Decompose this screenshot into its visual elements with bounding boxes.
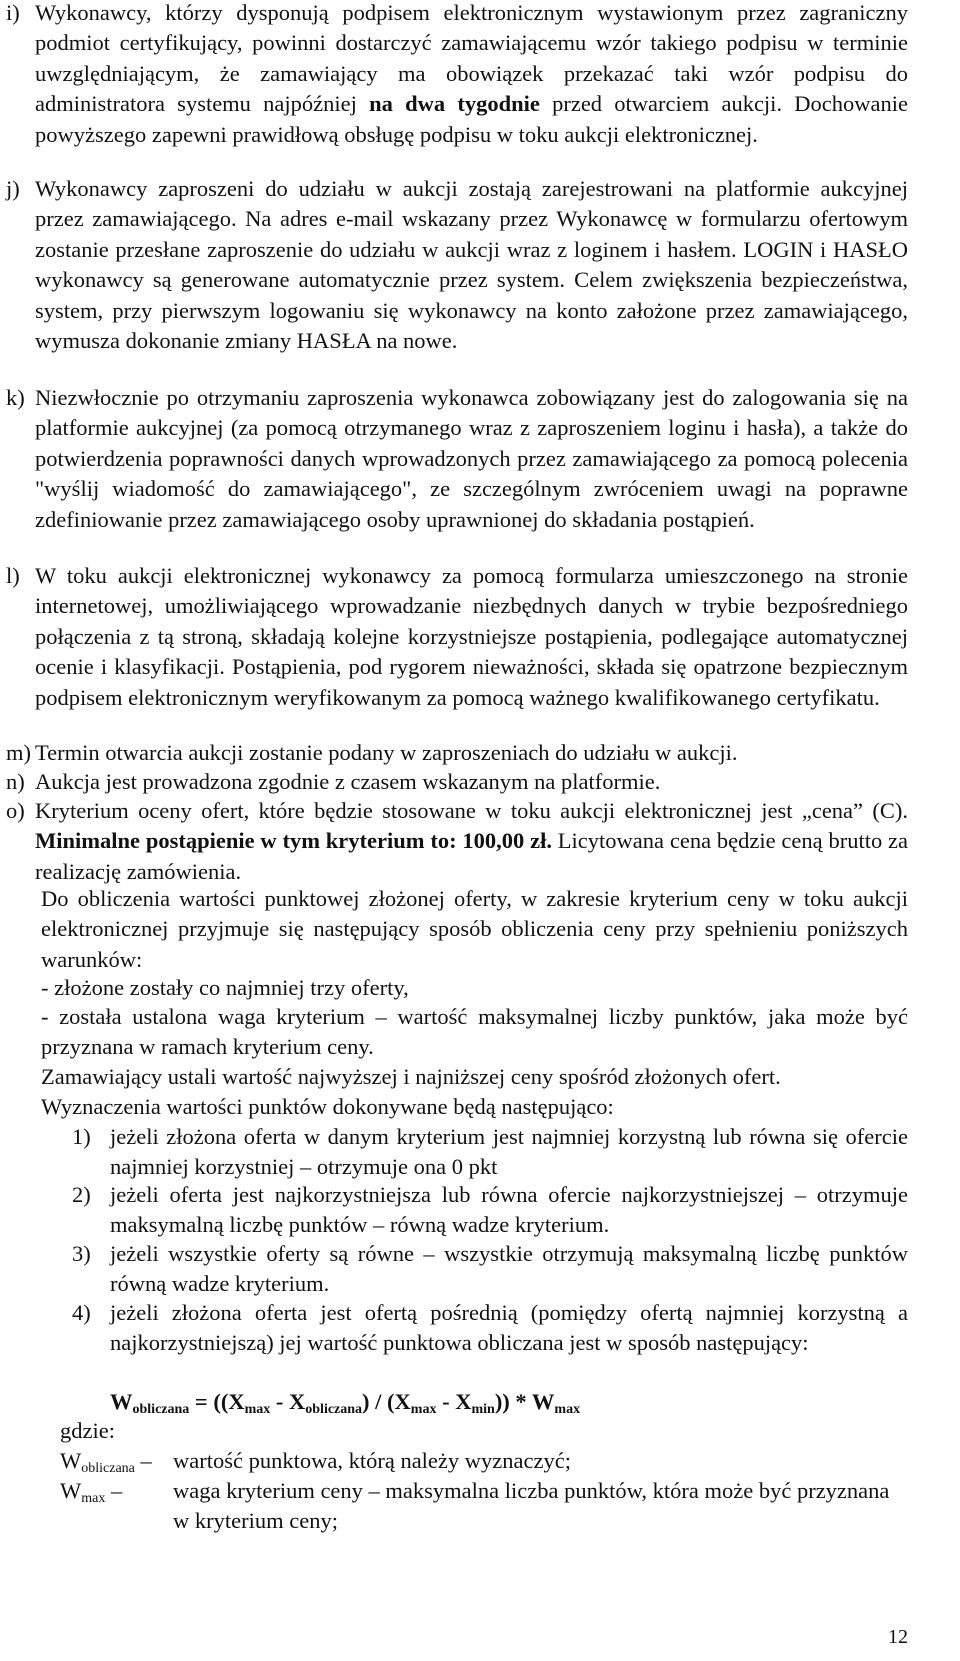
rule-2 (72, 1180, 908, 1241)
item-label: i) (6, 0, 20, 25)
definition-text-max: waga kryterium ceny – maksymalna liczba punktów, która może być przyznana w kryterium ceny; (173, 1478, 890, 1534)
rule-1 (72, 1122, 908, 1183)
list-item-m (6, 738, 908, 768)
rule-text: jeżeli oferta jest najkorzystniejsza lub równa ofercie najkorzystniejszej – otrzymuje maksymalną liczbę punktów – równą wadze kryterium. (110, 1182, 908, 1238)
item-text: Termin otwarcia aukcji zostanie podany w zaproszeniach do udziału w aukcji. (35, 740, 738, 765)
rule-text: jeżeli złożona oferta jest ofertą pośrednią (pomiędzy ofertą najmniej korzystną a najkorzystniejszą) jej wartość punktowa obliczana jest w sposób następujący: (110, 1300, 908, 1356)
item-text: Aukcja jest prowadzona zgodnie z czasem wskazanym na platformie. (35, 769, 661, 794)
item-label: j) (6, 176, 20, 201)
condition-1: - złożone zostały co najmniej trzy oferty, (41, 975, 409, 1000)
item-label: l) (6, 563, 20, 588)
rule-label: 1) (72, 1124, 91, 1149)
definition-text-obliczana: wartość punktowa, którą należy wyznaczyć; (173, 1448, 571, 1473)
rule-4 (72, 1298, 908, 1359)
item-label: m) (6, 740, 31, 765)
rule-label: 4) (72, 1300, 91, 1325)
item-text: Niezwłocznie po otrzymaniu zaproszenia wykonawca zobowiązany jest do zalogowania się na platformie aukcyjnej (za pomocą otrzymanego wraz z zaproszeniem loginu i hasła), a także do potwierdzenia poprawności danych wprowadzonych przez zamawiającego za pomocą polecenia "wyślij wiadomość do zamawiającego", ze szczególnym zwróceniem uwagi na poprawne zdefiniowanie przez zamawiającego osoby uprawnionej do składania postąpień. (35, 385, 908, 532)
list-item-i (6, 0, 908, 150)
emphasis-min-bid: Minimalne postąpienie w tym kryterium to: 100,00 zł. (35, 828, 552, 854)
score-formula: $W_{obliczana} = ((X_{max} - X_{obliczana}) / (X_{max} - X_{min})) * W_{max}$ (110, 1389, 581, 1417)
rule-3 (72, 1239, 908, 1300)
definition-term-obliczana: $W_{obliczana}$ – (60, 1448, 152, 1476)
item-text: Kryterium oceny ofert, które będzie stosowane w toku aukcji elektronicznej jest „cena” (C). Minimalne postąpienie w tym kryterium to: 100,00 zł. Licytowana cena będzie ceną brutto za realizację zamówienia. (35, 798, 908, 884)
rule-label: 2) (72, 1182, 91, 1207)
list-item-n (6, 767, 908, 797)
definition-term-max: $W_{max}$ – (60, 1478, 123, 1506)
item-text: W toku aukcji elektronicznej wykonawcy za pomocą formularza umieszczonego na stronie internetowej, umożliwiającego wprowadzanie niezbędnych danych w trybie bezpośredniego połączenia z tą stroną, składają kolejne korzystniejsze postąpienia, podlegające automatycznej ocenie i klasyfikacji. Postąpienia, pod rygorem nieważności, składa się opatrzone bezpiecznym podpisem elektronicznym weryfikowanym za pomocą ważnego kwalifikowanego certyfikatu. (35, 563, 908, 710)
rule-text: jeżeli złożona oferta w danym kryterium jest najmniej korzystną lub równa się ofercie najmniej korzystniej – otrzymuje ona 0 pkt (110, 1124, 908, 1180)
list-item-k (6, 383, 908, 535)
page-number: 12 (888, 1626, 908, 1648)
list-item-l (6, 561, 908, 713)
item-label: n) (6, 769, 25, 794)
item-label: k) (6, 385, 25, 410)
rule-text: jeżeli wszystkie oferty są równe – wszystkie otrzymują maksymalną liczbę punktów równą wadze kryterium. (110, 1241, 908, 1297)
price-values-note: Zamawiający ustali wartość najwyższej i najniższej ceny spośród złożonych ofert. (41, 1064, 781, 1089)
item-label: o) (6, 798, 25, 823)
list-item-j (6, 174, 908, 356)
where-label: gdzie: (60, 1418, 115, 1443)
method-intro: Do obliczenia wartości punktowej złożonej oferty, w zakresie kryterium ceny w toku aukcji elektronicznej przyjmuje się następujący sposób obliczenia ceny przy spełnieniu poniższych warunków: (41, 886, 908, 972)
item-text: Wykonawcy zaproszeni do udziału w aukcji zostają zarejestrowani na platformie aukcyjnej przez zamawiającego. Na adres e-mail wskazany przez Wykonawcę w formularzu ofertowym zostanie przesłane zaproszenie do udziału w aukcji wraz z loginem i hasłem. LOGIN i HASŁO wykonawcy są generowane automatycznie przez system. Celem zwiększenia bezpieczeństwa, system, przy pierwszym logowaniu się wykonawcy na konto założone przez zamawiającego, wymusza dokonanie zmiany HASŁA na nowe. (35, 176, 908, 354)
rule-label: 3) (72, 1241, 91, 1266)
emphasis-deadline: na dwa tygodnie (369, 91, 540, 117)
list-item-o (6, 796, 908, 887)
condition-2: - została ustalona waga kryterium – wartość maksymalnej liczby punktów, jaka może być przyznana w ramach kryterium ceny. (41, 1004, 908, 1060)
item-text: Wykonawcy, którzy dysponują podpisem elektronicznym wystawionym przez zagraniczny podmiot certyfikujący, powinni dostarczyć zamawiającemu wzór takiego podpisu w terminie uwzględniającym, że zamawiający ma obowiązek przekazać taki wzór podpisu do administratora systemu najpóźniej na dwa tygodnie przed otwarciem aukcji. Dochowanie powyższego zapewni prawidłową obsługę podpisu w toku aukcji elektronicznej. (35, 0, 908, 147)
points-intro: Wyznaczenia wartości punktów dokonywane będą następująco: (41, 1094, 614, 1119)
